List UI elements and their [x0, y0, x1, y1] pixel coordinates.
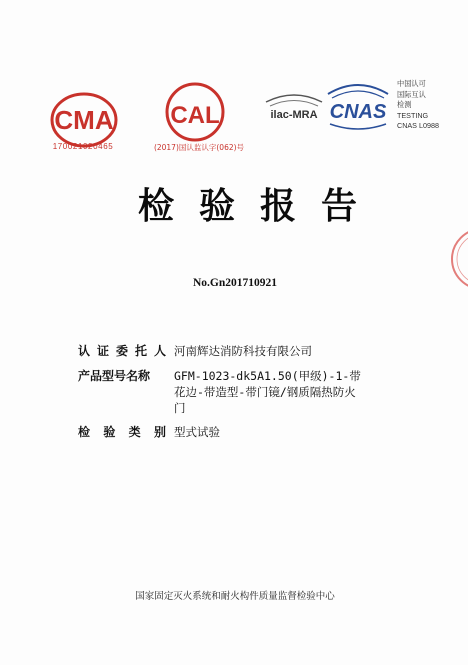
cal-code: (2017)国认监认字(062)号	[153, 143, 245, 152]
cnas-logo-text: CNAS	[329, 101, 387, 123]
issuing-organization: 国家固定灭火系统和耐火构件质量监督检验中心	[135, 591, 335, 602]
cnas-info-line: 检测	[397, 100, 412, 110]
field-value: 型式试验	[174, 425, 220, 439]
field-value: 河南辉达消防科技有限公司	[174, 344, 312, 358]
cnas-info-line: CNAS L0988	[397, 121, 439, 131]
cnas-info-line: TESTING	[397, 110, 429, 120]
field-label: 认证委托人	[78, 344, 166, 358]
report-number: No.Gn201710921	[192, 277, 278, 289]
info-row-product	[78, 368, 418, 416]
cma-logo-text: CMA	[54, 105, 114, 135]
cal-logo	[158, 78, 232, 148]
field-value: GFM-1023-dk5A1.50(甲级)-1-带花边-带造型-带门镜/钢质隔热防火门	[174, 369, 361, 415]
cma-code: 170021020465	[52, 142, 114, 151]
report-info-table	[78, 343, 418, 449]
field-label: 检验类别	[78, 425, 166, 439]
cnas-info-line: 中国认可	[397, 79, 426, 88]
cnas-logo	[322, 82, 394, 134]
info-row-test-type	[78, 424, 418, 441]
field-label: 产品型号名称	[78, 369, 151, 383]
cal-logo-text: CAL	[170, 102, 220, 129]
cnas-info-line: 国际互认	[397, 89, 426, 99]
seal-stamp-fragment	[448, 226, 468, 292]
ilac-mra-logo	[262, 92, 326, 126]
info-row-client	[78, 343, 418, 360]
ilac-mra-text: ilac-MRA	[270, 109, 318, 121]
cnas-info-block	[397, 79, 457, 132]
report-title: 检验报告	[137, 185, 382, 227]
